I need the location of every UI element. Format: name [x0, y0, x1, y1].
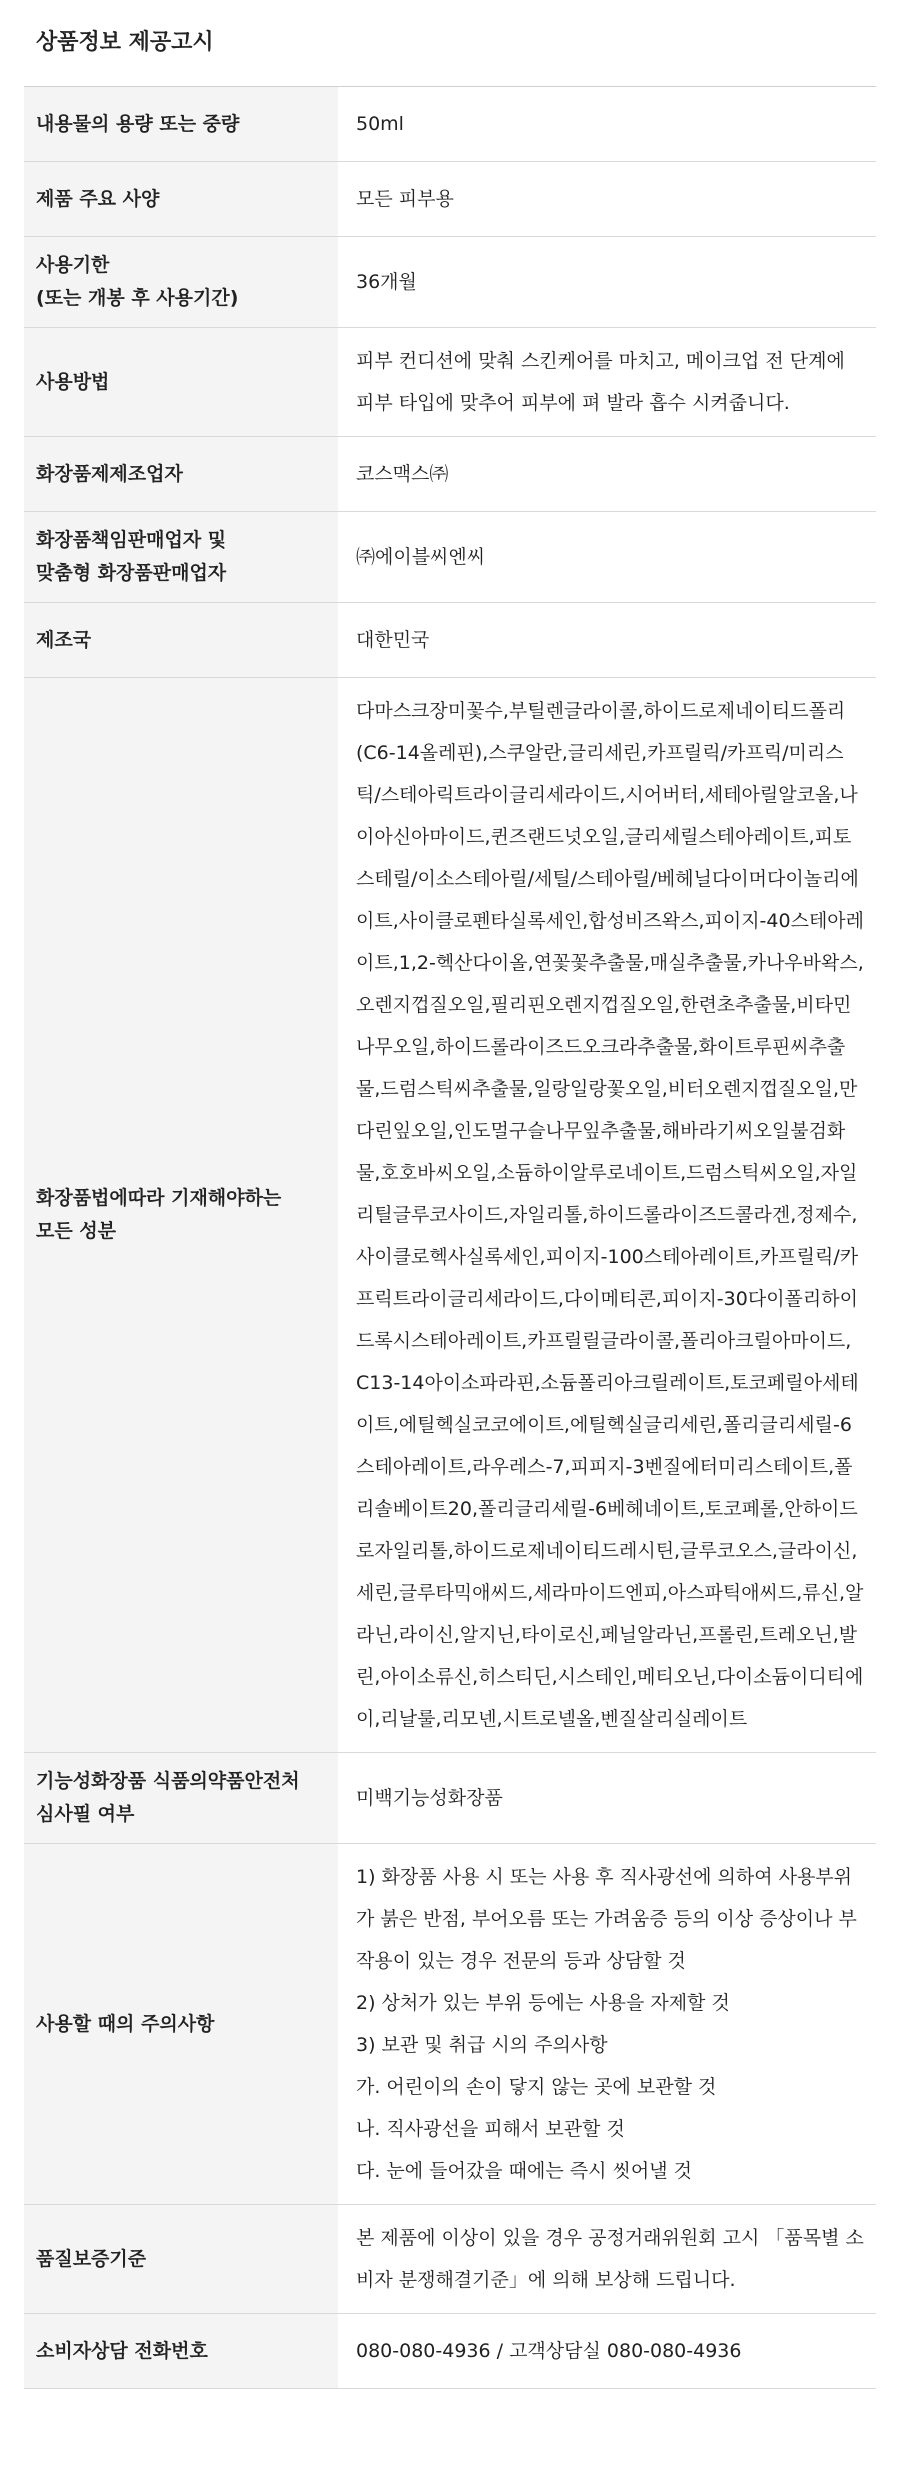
row-value: 36개월 [356, 271, 417, 293]
precaution-line: 다. 눈에 들어갔을 때에는 즉시 씻어낼 것 [356, 2160, 692, 2182]
row-label: 화장품책임판매업자 및 맞춤형 화장품판매업자 [24, 512, 338, 603]
row-label: 화장품법에따라 기재해야하는 모든 성분 [24, 678, 338, 1753]
row-label: 사용기한 (또는 개봉 후 사용기간) [24, 237, 338, 328]
row-ingredients [24, 678, 876, 1753]
row-volume [24, 87, 876, 162]
row-label: 기능성화장품 식품의약품안전처 심사필 여부 [24, 1753, 338, 1844]
row-usage [24, 328, 876, 437]
row-value: 다마스크장미꽃수,부틸렌글라이콜,하이드로제네이티드폴리(C6-14올레핀),스쿠알란,글리세린,카프릴릭/카프릭/미리스틱/스테아릭트라이글리세라이드,시어버터,세테아릴알코올,나이아신아마이드,퀸즈랜드넛오일,글리세릴스테아레이트,피토스테릴/이소스테아릴/세틸/스테아릴/베헤닐다이머다이놀리에이트,사이클로펜타실록세인,합성비즈왁스,피이지-40스테아레이트,1,2-헥산다이올,연꽃꽃추출물,매실추출물,카나우바왁스,오렌지껍질오일,필리핀오렌지껍질오일,한련초추출물,비타민나무오일,하이드롤라이즈드오크라추출물,화이트루핀씨추출물,드럼스틱씨추출물,일랑일랑꽃오일,비터오렌지껍질오일,만다린잎오일,인도멀구슬나무잎추출물,해바라기씨오일불검화물,호호바씨오일,소듐하이알루로네이트,드럼스틱씨오일,자일리틸글루코사이드,자일리톨,하이드롤라이즈드콜라겐,정제수,사이클로헥사실록세인,피이지-100스테아레이트,카프릴릭/카프릭트라이글리세라이드,다이메티콘,피이지-30다이폴리하이드록시스테아레이트,카프릴릴글라이콜,폴리아크릴아마이드,C13-14아이소파라핀,소듐폴리아크릴레이트,토코페릴아세테이트,에틸헥실코코에이트,에틸헥실글리세린,폴리글리세릴-6스테아레이트,라우레스-7,피피지-3벤질에터미리스테이트,폴리솔베이트20,폴리글리세릴-6베헤네이트,토코페롤,안하이드로자일리톨,하이드로제네이티드레시틴,글루코오스,글라이신,세린,글루타믹애씨드,세라마이드엔피,아스파틱애씨드,류신,알라닌,라이신,알지닌,타이로신,페닐알라닌,프롤린,트레오닌,발린,아이소류신,히스티딘,시스테인,메티오닌,다이소듐이디티에이,리날룰,리모넨,시트로넬올,벤질살리실레이트 [356, 700, 865, 1730]
precaution-line: 나. 직사광선을 피해서 보관할 것 [356, 2118, 625, 2140]
row-label: 제품 주요 사양 [24, 162, 338, 237]
row-expiry [24, 237, 876, 328]
product-info-table [24, 86, 876, 2389]
row-country [24, 603, 876, 678]
row-value: 50ml [356, 113, 404, 135]
row-label: 사용할 때의 주의사항 [24, 1844, 338, 2205]
row-value: 코스맥스㈜ [356, 463, 449, 485]
precaution-line: 3) 보관 및 취급 시의 주의사항 [356, 2034, 608, 2056]
row-phone [24, 2314, 876, 2389]
row-functional [24, 1753, 876, 1844]
row-label: 화장품제제조업자 [24, 437, 338, 512]
precaution-line: 가. 어린이의 손이 닿지 않는 곳에 보관할 것 [356, 2076, 717, 2098]
row-label: 제조국 [24, 603, 338, 678]
page-title: 상품정보 제공고시 [36, 30, 214, 55]
precaution-line: 1) 화장품 사용 시 또는 사용 후 직사광선에 의하여 사용부위가 붉은 반점, 부어오름 또는 가려움증 등의 이상 증상이나 부작용이 있는 경우 전문의 등과 상담할 것 [356, 1866, 857, 1972]
row-value [338, 1844, 876, 2205]
row-value: ㈜에이블씨엔씨 [356, 546, 486, 568]
row-label: 내용물의 용량 또는 중량 [24, 87, 338, 162]
row-value: 미백기능성화장품 [356, 1787, 503, 1809]
row-manufacturer [24, 437, 876, 512]
row-label: 사용방법 [24, 328, 338, 437]
row-value: 피부 컨디션에 맞춰 스킨케어를 마치고, 메이크업 전 단계에 피부 타입에 맞추어 피부에 펴 발라 흡수 시켜줍니다. [356, 350, 845, 414]
row-value: 모든 피부용 [356, 188, 454, 210]
row-precautions [24, 1844, 876, 2205]
row-quality [24, 2205, 876, 2314]
precaution-line: 2) 상처가 있는 부위 등에는 사용을 자제할 것 [356, 1992, 730, 2014]
row-distributor [24, 512, 876, 603]
row-value: 080-080-4936 / 고객상담실 080-080-4936 [356, 2340, 742, 2362]
row-value: 본 제품에 이상이 있을 경우 공정거래위원회 고시 「품목별 소비자 분쟁해결기준」에 의해 보상해 드립니다. [356, 2227, 864, 2291]
row-main-spec [24, 162, 876, 237]
row-value: 대한민국 [356, 629, 430, 651]
row-label: 소비자상담 전화번호 [24, 2314, 338, 2389]
row-label: 품질보증기준 [24, 2205, 338, 2314]
